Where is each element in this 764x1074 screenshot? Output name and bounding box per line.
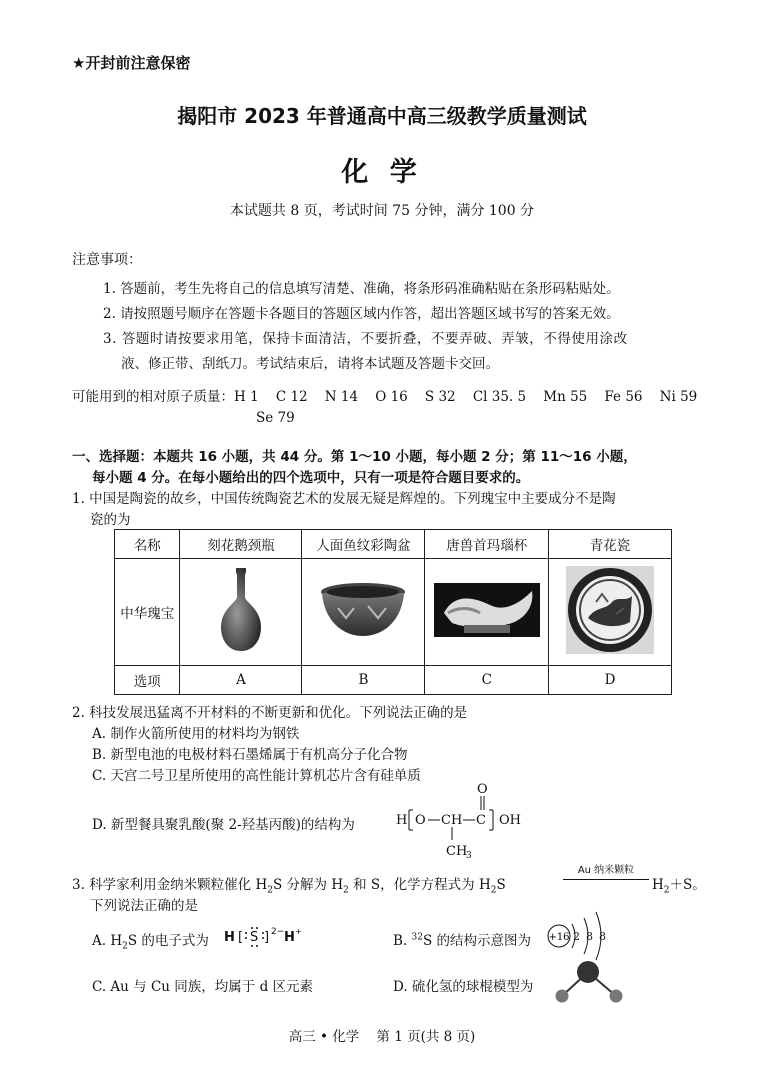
- q2-option-d: D. 新型餐具聚乳酸(聚 2-羟基丙酸)的结构为: [92, 817, 355, 833]
- note-item-2: 2. 请按照题号顺序在答题卡各题目的答题区域内作答，超出答题区域书写的答案无效。: [103, 306, 620, 322]
- name-cell-b: 人面鱼纹彩陶盆: [302, 530, 425, 559]
- option-cell-b: B: [302, 666, 425, 695]
- row-name-cell: 名称: [115, 530, 180, 559]
- vase-image: [215, 564, 267, 656]
- note-item-1: 1. 答题前，考生先将自己的信息填写清楚、准确，将条形码准确粘贴在条形码粘贴处。: [103, 281, 620, 297]
- pottery-basin-image: [318, 580, 408, 640]
- q3-text: S 分解为 H: [272, 877, 344, 893]
- q3-text: S: [496, 877, 506, 893]
- polylactic-acid-structure: [396, 780, 546, 860]
- blue-white-plate-image: [566, 566, 654, 654]
- q3-text: S 的结构示意图为: [422, 933, 532, 949]
- svg-text:3: 3: [466, 851, 472, 860]
- q2-stem: 2. 科技发展迅猛离不开材料的不断更新和优化。下列说法正确的是: [72, 705, 468, 721]
- sulfur-atom-structure-diagram: [546, 906, 616, 962]
- q3-text: 3. 科学家利用金纳米颗粒催化 H: [72, 877, 268, 893]
- exam-meta: 本试题共 8 页，考试时间 75 分钟，满分 100 分: [229, 203, 535, 219]
- mass-number: 32: [411, 932, 423, 943]
- atomic-mass-label: 可能用到的相对原子质量：: [72, 389, 234, 405]
- page-footer: 高三 • 化学 第 1 页(共 8 页): [288, 1029, 476, 1045]
- svg-text:O: O: [415, 813, 426, 828]
- q3-option-c: C. Au 与 Cu 同族，均属于 d 区元素: [92, 979, 313, 995]
- svg-text:C: C: [476, 813, 486, 828]
- shell-count: 2: [573, 930, 580, 943]
- q3-text: S 的电子式为: [127, 933, 209, 949]
- table-row: [115, 530, 672, 559]
- q2-option-a: A. 制作火箭所使用的材料均为钢铁: [92, 726, 300, 742]
- exam-title: 揭阳市 2023 年普通高中高三级教学质量测试: [177, 104, 587, 128]
- note-item-3-cont: 液、修正带、刮纸刀。考试结束后，请将本试题及答题卡交回。: [121, 356, 499, 372]
- section1-line2: 每小题 4 分。在每小题给出的四个选项中，只有一项是符合题目要求的。: [92, 470, 530, 486]
- row-name-cell: 中华瑰宝: [115, 559, 180, 666]
- svg-text:]: ]: [264, 930, 270, 945]
- option-cell-a: A: [180, 666, 302, 695]
- svg-text:CH: CH: [441, 813, 463, 828]
- svg-text:O: O: [477, 782, 488, 797]
- name-cell-a: 刻花鹅颈瓶: [180, 530, 302, 559]
- q3-text: ＋S。: [669, 877, 706, 893]
- row-name-cell: 选项: [115, 666, 180, 695]
- q1-table: [114, 529, 672, 695]
- option-cell-d: D: [548, 666, 671, 695]
- reaction-arrow: [563, 879, 649, 880]
- svg-text:H: H: [284, 930, 295, 945]
- atomic-mass-values-2: Se 79: [256, 410, 295, 426]
- name-cell-c: 唐兽首玛瑙杯: [425, 530, 549, 559]
- q2-option-b: B. 新型电池的电极材料石墨烯属于有机高分子化合物: [92, 747, 408, 763]
- section1-line1: 一、选择题：本题共 16 小题，共 44 分。第 1～10 小题，每小题 2 分；第 11～16 小题，: [72, 449, 637, 465]
- q3-text: B.: [393, 933, 412, 949]
- svg-text:2−: 2−: [271, 927, 285, 937]
- reaction-catalyst: Au 纳米颗粒: [577, 865, 635, 876]
- svg-text:OH: OH: [499, 813, 521, 828]
- confidential-mark: ★开封前注意保密: [72, 54, 191, 72]
- svg-text:[: [: [238, 930, 244, 945]
- q1-stem-line1: 1. 中国是陶瓷的故乡，中国传统陶瓷艺术的发展无疑是辉煌的。下列瑰宝中主要成分不是陶: [72, 491, 616, 507]
- q3-option-b: [393, 929, 531, 949]
- svg-text:H: H: [396, 813, 408, 828]
- q3-stem-line1: 3. 科学家利用金纳米颗粒催化 $H_2S$ 分解为 $H_2$ 和 S，化学方程式为 $H_2S$: [72, 877, 506, 896]
- q3-text: 和 S，化学方程式为 H: [348, 877, 491, 893]
- svg-text:S: S: [250, 930, 259, 945]
- agate-cup-image: [434, 583, 540, 637]
- svg-text:H: H: [224, 930, 235, 945]
- h2s-electron-formula: [224, 924, 320, 950]
- h2s-ball-stick-model: [552, 958, 628, 1008]
- shell-count: 8: [599, 930, 606, 943]
- shell-count: 8: [586, 930, 593, 943]
- name-cell-d: 青花瓷: [548, 530, 671, 559]
- svg-text:CH: CH: [446, 844, 468, 859]
- option-cell-c: C: [425, 666, 549, 695]
- notes-heading: 注意事项：: [72, 252, 142, 268]
- subject-title: 化 学: [341, 157, 423, 188]
- q3-text: H: [652, 877, 664, 893]
- atomic-mass-values: H 1 C 12 N 14 O 16 S 32 Cl 35. 5 Mn 55 Fe 56 Ni 59: [234, 389, 698, 405]
- svg-text:+: +: [295, 927, 302, 936]
- q3-option-d: D. 硫化氢的球棍模型为: [393, 979, 534, 995]
- q3-text: A. H: [92, 933, 123, 949]
- q2-option-c: C. 天宫二号卫星所使用的高性能计算机芯片含有硅单质: [92, 768, 421, 784]
- q3-stem-products: $H_2+S$。: [652, 877, 706, 896]
- q1-stem-line2: 瓷的为: [90, 512, 131, 528]
- note-item-3: 3. 答题时请按要求用笔，保持卡面清洁，不要折叠，不要弄破、弄皱，不得使用涂改: [103, 331, 628, 347]
- q3-option-a: A. $H_2S$ 的电子式为: [92, 933, 209, 952]
- q3-stem-line2: 下列说法正确的是: [90, 898, 198, 914]
- table-row: [115, 559, 672, 666]
- nucleus-charge: +16: [548, 932, 570, 943]
- atomic-mass-line: [72, 385, 697, 405]
- table-row: [115, 666, 672, 695]
